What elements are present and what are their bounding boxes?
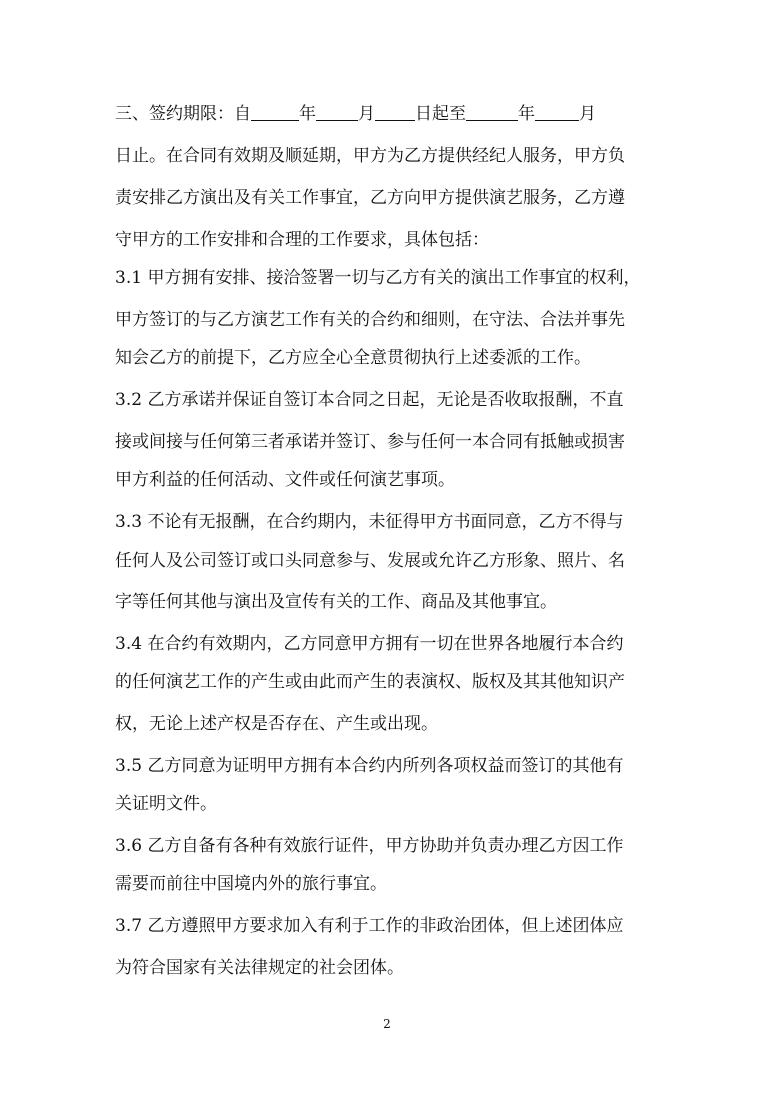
body-line: 接或间接与任何第三者承诺并签订、参与任何一本合同有抵触或损害	[115, 432, 625, 452]
page-number: 2	[383, 1017, 391, 1031]
start-day-label: 日起至	[415, 104, 466, 124]
body-line: 守甲方的工作安排和合理的工作要求，具体包括：	[115, 230, 489, 250]
end-month-blank	[535, 100, 579, 121]
clause-3-6-line: 3.6 乙方自备有各种有效旅行证件，甲方协助并负责办理乙方因工作	[115, 836, 624, 856]
clause-3-4-line: 3.4 在合约有效期内，乙方同意甲方拥有一切在世界各地履行本合约	[115, 634, 624, 654]
start-year-label: 年	[299, 104, 316, 124]
clause-3-1-line: 3.1 甲方拥有安排、接洽签署一切与乙方有关的演出工作事宜的权利，	[115, 268, 641, 288]
clause-3-3-line: 3.3 不论有无报酬，在合约期内，未征得甲方书面同意，乙方不得与	[115, 512, 624, 532]
end-month-label: 月	[579, 104, 596, 124]
body-line: 任何人及公司签订或口头同意参与、发展或允许乙方形象、照片、名	[115, 551, 625, 571]
body-line: 知会乙方的前提下，乙方应全心全意贯彻执行上述委派的工作。	[115, 348, 591, 368]
body-line: 责安排乙方演出及有关工作事宜，乙方向甲方提供演艺服务，乙方遵	[115, 188, 625, 208]
start-month-blank	[316, 100, 358, 121]
body-line: 日止。在合同有效期及顺延期，甲方为乙方提供经纪人服务，甲方负	[115, 146, 625, 166]
body-line: 需要而前往中国境内外的旅行事宜。	[115, 874, 387, 894]
heading-prefix: 三、签约期限：自	[115, 104, 251, 124]
body-line: 甲方利益的任何活动、文件或任何演艺事项。	[115, 470, 455, 490]
section-3-heading-line	[115, 94, 660, 134]
clause-3-5-line: 3.5 乙方同意为证明甲方拥有本合约内所列各项权益而签订的其他有	[115, 756, 624, 776]
start-day-blank	[375, 100, 415, 121]
clause-3-2-line: 3.2 乙方承诺并保证自签订本合同之日起，无论是否收取报酬，不直	[115, 390, 624, 410]
body-line: 关证明文件。	[115, 794, 217, 814]
body-line: 为符合国家有关法律规定的社会团体。	[115, 958, 404, 978]
body-line: 字等任何其他与演出及宣传有关的工作、商品及其他事宜。	[115, 592, 557, 612]
start-month-label: 月	[358, 104, 375, 124]
end-year-label: 年	[518, 104, 535, 124]
body-line: 权，无论上述产权是否存在、产生或出现。	[115, 714, 438, 734]
body-line: 的任何演艺工作的产生或由此而产生的表演权、版权及其其他知识产	[115, 672, 625, 692]
end-year-blank	[466, 100, 518, 121]
clause-3-7-line: 3.7 乙方遵照甲方要求加入有利于工作的非政治团体，但上述团体应	[115, 916, 624, 936]
body-line: 甲方签订的与乙方演艺工作有关的合约和细则，在守法、合法并事先	[115, 310, 625, 330]
start-year-blank	[251, 100, 299, 121]
